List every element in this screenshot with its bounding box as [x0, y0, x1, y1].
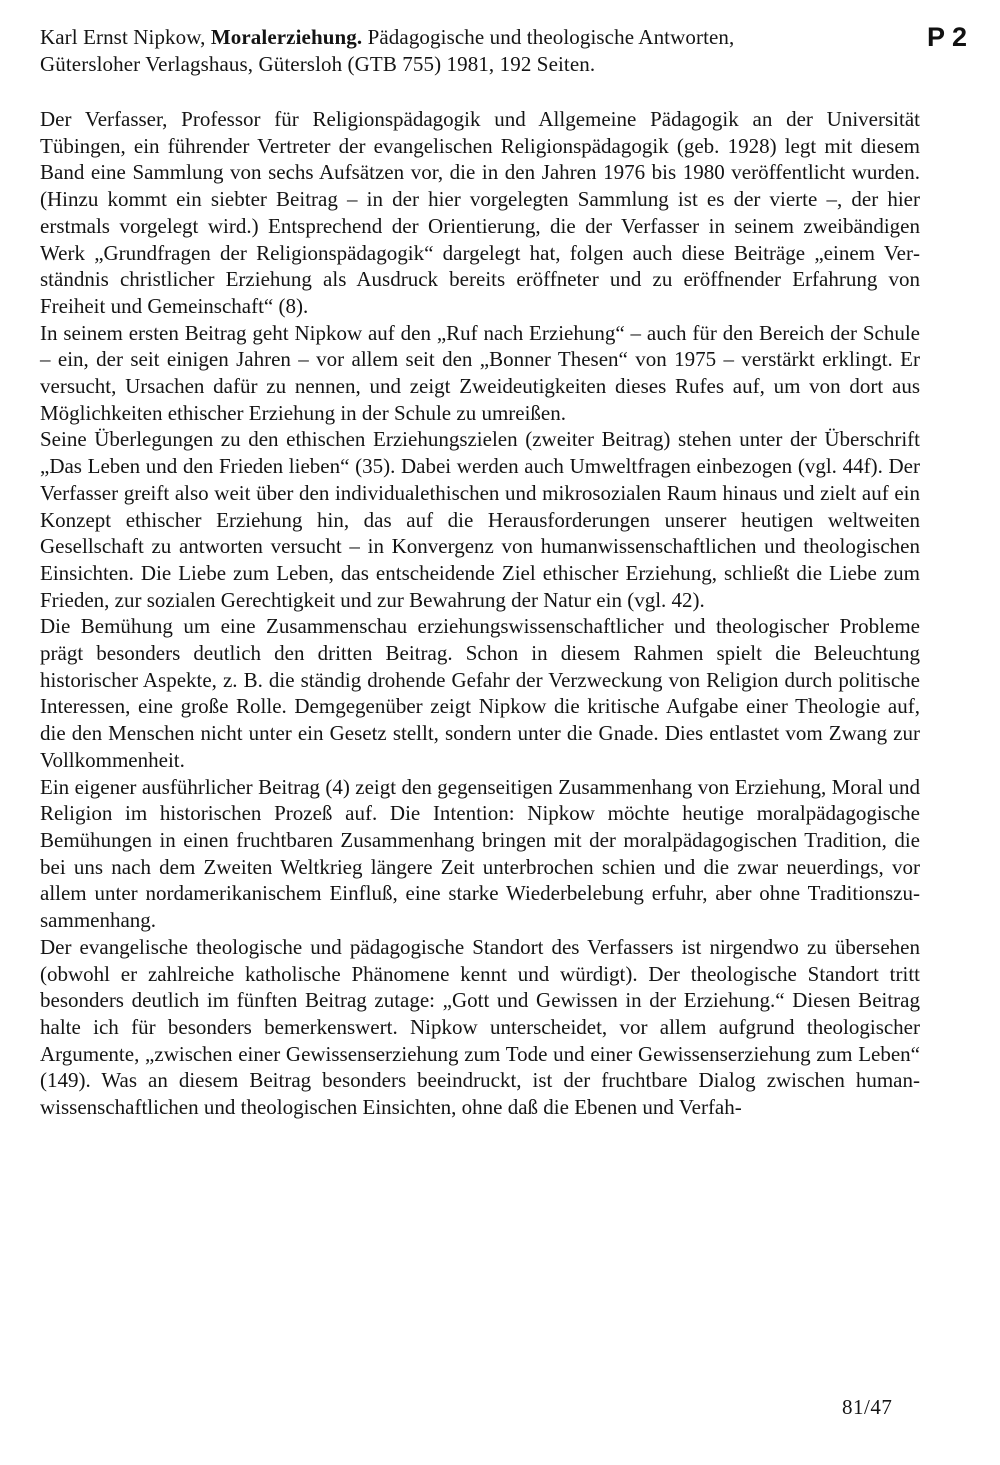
- book-subtitle: Pädagogische und theologische Antworten,: [367, 25, 735, 49]
- paragraph-1: Der Verfasser, Professor für Religionspädagogik und Allgemeine Pädagogik an der Universität Tübingen, ein führender Vertreter der evangelischen Religionspädagogik (geb. 1928) legt mit diesem Band eine Sammlung von sechs Aufsätzen vor, die in den Jahren 1976 bis 1980 veröffentlicht wurden. (Hinzu kommt ein siebter Beitrag – in der hier vorgelegten Sammlung ist es der vierte –, der hier erstmals vorgelegt wird.) Entsprechend der Orientierung, die der Verfasser in seinem zweibändigen Werk „Grundfragen der Religionspädagogik“ dargelegt hat, folgen auch diese Beiträge „einem Verständnis christlicher Erziehung als Ausdruck bereits eröffneter und zu eröffnender Erfahrung von Freiheit und Gemeinschaft“ (8).: [40, 107, 920, 318]
- paragraph-6: Der evangelische theologische und pädagogische Standort des Verfassers ist nirgendwo zu übersehen (obwohl er zahlreiche katholische Phänomene kennt und würdigt). Der theologische Standort tritt besonders deutlich im fünften Beitrag zutage: „Gott und Gewissen in der Erziehung.“ Diesen Beitrag halte ich für besonders bemerkenswert. Nipkow unterscheidet, vor allem aufgrund theologischer Argumente, „zwischen einer Gewissenserziehung zum Tode und einer Gewissenserziehung zum Leben“ (149). Was an diesem Beitrag besonders beeindruckt, ist der fruchtbare Dialog zwischen humanwissenschaftlichen und theologischen Einsichten, ohne daß die Ebenen und Verfah-: [40, 934, 920, 1120]
- paragraph-4: Die Bemühung um eine Zusammenschau erziehungswissenschaftlicher und theologischer Probleme prägt besonders deutlich den dritten Beitrag. Schon in diesem Rahmen spielt die Beleuchtung historischer Aspekte, z. B. die ständig drohende Gefahr der Verzweckung von Religion durch politische Interessen, eine große Rolle. Demgegenüber zeigt Nipkow die kritische Aufgabe einer Theologie auf, die den Menschen nicht unter ein Gesetz stellt, sondern unter die Gnade. Dies entlastet vom Zwang zur Vollkommenheit.: [40, 614, 920, 772]
- bibliographic-header: [40, 24, 920, 78]
- paragraph-3: Seine Überlegungen zu den ethischen Erziehungszielen (zweiter Beitrag) stehen unter der Überschrift „Das Leben und den Frieden lieben“ (35). Dabei werden auch Umweltfragen einbezogen (vgl. 44f). Der Verfasser greift also weit über den individualethischen und mikrosozialen Raum hinaus und zielt auf ein Konzept ethischer Erziehung hin, das auf die Herausforderungen unserer heutigen weltweiten Gesellschaft zu antworten versucht – in Konvergenz von humanwissenschaftlichen und theologischen Einsichten. Die Liebe zum Leben, das entscheidende Ziel ethischer Erziehung, schließt die Liebe zum Frieden, zur sozialen Gerechtigkeit und zur Bewahrung der Natur ein (vgl. 42).: [40, 427, 920, 612]
- section-mark: P 2: [927, 22, 968, 52]
- paragraph-2: In seinem ersten Beitrag geht Nipkow auf den „Ruf nach Erziehung“ – auch für den Bereich der Schule – ein, der seit einigen Jahren – vor allem seit den „Bonner Thesen“ von 1975 – verstärkt erklingt. Er versucht, Ursachen dafür zu nennen, und zeigt Zweideutigkeiten dieses Rufes auf, um von dort aus Möglichkeiten ethischer Erziehung in der Schule zu umreißen.: [40, 320, 920, 425]
- page-number: 81/47: [842, 1395, 893, 1419]
- book-title: Moralerziehung.: [210, 25, 363, 49]
- publisher-info: Gütersloher Verlagshaus, Gütersloh (GTB 755) 1981, 192 Seiten.: [40, 52, 596, 76]
- review-body: [40, 106, 920, 1121]
- review-page: [40, 24, 920, 1121]
- author-name: Karl Ernst Nipkow,: [40, 25, 206, 49]
- paragraph-5: Ein eigener ausführlicher Beitrag (4) zeigt den gegenseitigen Zusammenhang von Erziehung, Moral und Religion im historischen Prozeß auf. Die Intention: Nipkow möchte heutige moralpädagogische Bemühungen in einen fruchtbaren Zusammenhang bringen mit der moralpädagogischen Tradition, die bei uns nach dem Zweiten Weltkrieg längere Zeit unterbrochen schien und die zwar neuerdings, vor allem unter nordamerikanischem Einfluß, eine starke Wiederbelebung erfuhr, aber ohne Traditionszusammenhang.: [40, 774, 920, 933]
